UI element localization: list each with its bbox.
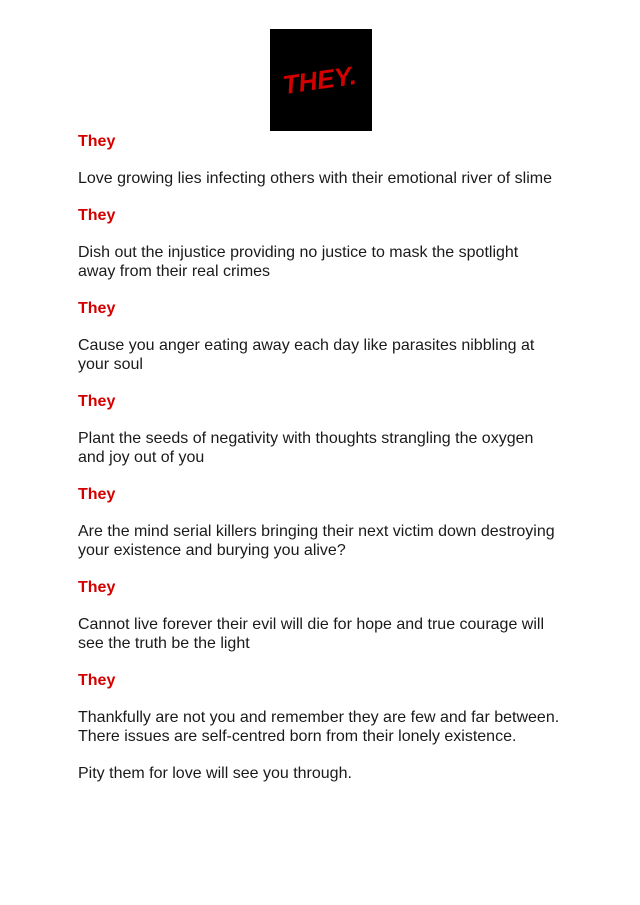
stanza-line: There issues are self-centred born from their lonely existence.	[78, 728, 517, 745]
they-logo-graphic	[270, 29, 372, 131]
stanza-text	[78, 615, 578, 653]
stanza-text	[78, 243, 578, 281]
stanza-line: Cannot live forever their evil will die for hope and true courage will	[78, 616, 545, 633]
logo-text: THEY.	[280, 60, 359, 101]
closing-line: Pity them for love will see you through.	[78, 765, 352, 782]
stanza-line: Thankfully are not you and remember they are few and far between.	[78, 709, 560, 726]
stanza-line: your existence and burying you alive?	[78, 542, 346, 559]
stanza-text	[78, 336, 578, 374]
stanza-line: away from their real crimes	[78, 263, 271, 280]
stanza-text	[78, 522, 578, 560]
stanza-line: Plant the seeds of negativity with thoughts strangling the oxygen	[78, 430, 534, 447]
stanza-line: Dish out the injustice providing no justice to mask the spotlight	[78, 244, 519, 261]
stanza-heading: They	[78, 579, 116, 596]
stanza-heading: They	[78, 672, 116, 689]
stanza-text	[78, 708, 578, 746]
stanza-heading: They	[78, 207, 116, 224]
they-logo	[270, 29, 372, 131]
stanza-line: your soul	[78, 356, 143, 373]
stanza-line: see the truth be the light	[78, 635, 250, 652]
stanza-line: Cause you anger eating away each day like parasites nibbling at	[78, 337, 535, 354]
stanza-line: and joy out of you	[78, 449, 205, 466]
stanza-line: Love growing lies infecting others with their emotional river of slime	[78, 170, 552, 187]
stanza-heading: They	[78, 486, 116, 503]
stanza-heading: They	[78, 300, 116, 317]
stanza-heading: They	[78, 133, 116, 150]
stanza-text	[78, 429, 578, 467]
stanza-line: Are the mind serial killers bringing their next victim down destroying	[78, 523, 555, 540]
poem	[78, 131, 578, 783]
stanza-heading: They	[78, 393, 116, 410]
